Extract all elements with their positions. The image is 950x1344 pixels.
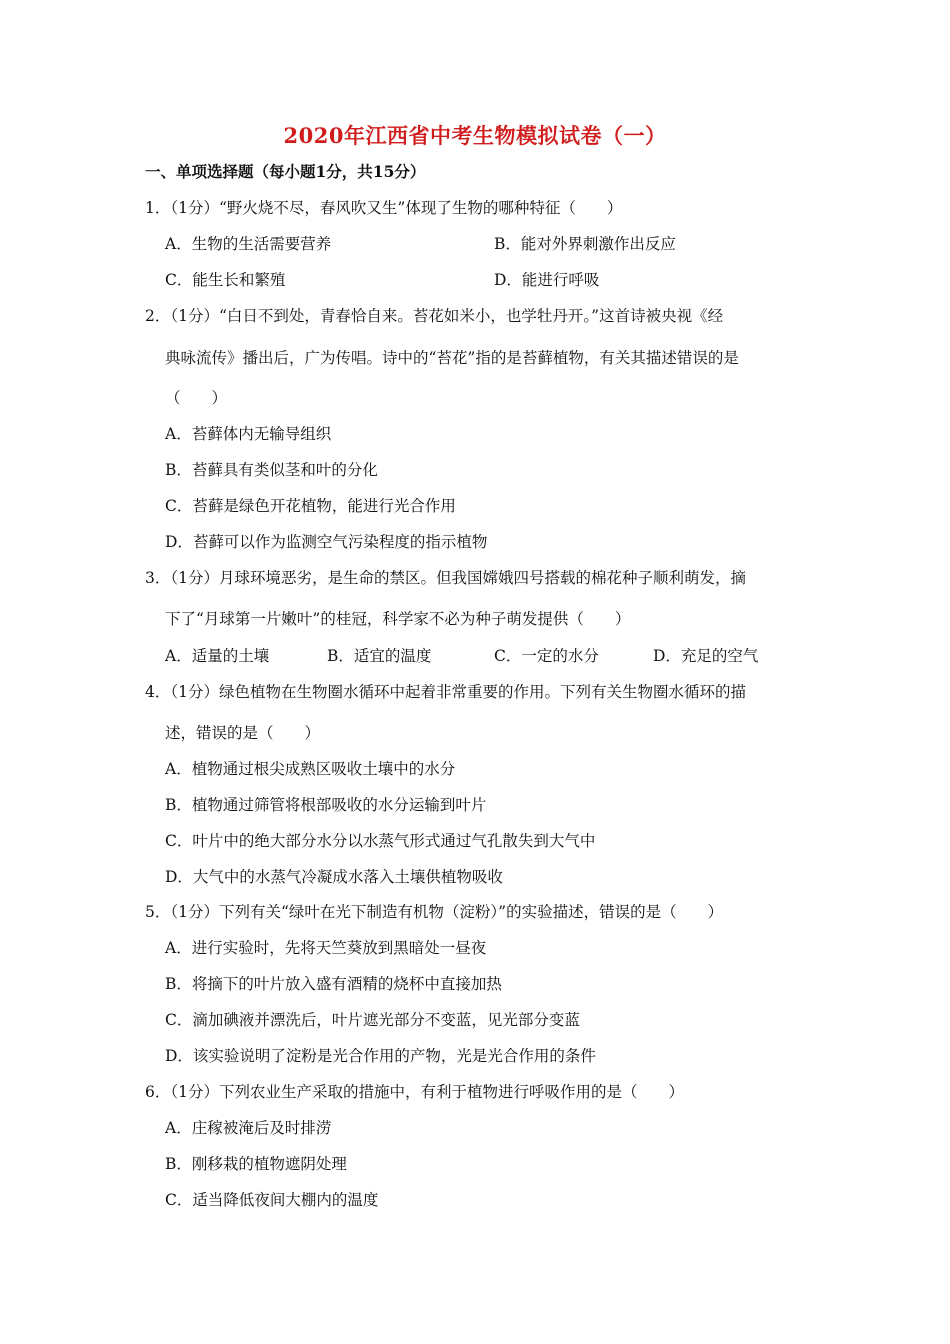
question-2-option-c: C．苔藓是绿色开花植物，能进行光合作用 [165, 497, 456, 515]
question-5-stem: 5．（1分）下列有关“绿叶在光下制造有机物（淀粉）”的实验描述，错误的是（ ） [145, 903, 724, 921]
question-3-stem-line-1: 3．（1分）月球环境恶劣，是生命的禁区。但我国嫦娥四号搭载的棉花种子顺利萌发，摘 [145, 569, 746, 587]
question-5-option-a: A．进行实验时，先将天竺葵放到黑暗处一昼夜 [165, 939, 487, 957]
question-1-stem: 1．（1分）“野火烧不尽，春风吹又生”体现了生物的哪种特征（ ） [145, 199, 623, 217]
question-2-stem-line-2: 典咏流传》播出后，广为传唱。诗中的“苔花”指的是苔藓植物，有关其描述错误的是 [165, 349, 739, 367]
question-2-option-b: B．苔藓具有类似茎和叶的分化 [165, 461, 378, 479]
question-4-option-c: C．叶片中的绝大部分水分以水蒸气形式通过气孔散失到大气中 [165, 832, 596, 850]
question-5-option-c: C．滴加碘液并漂洗后，叶片遮光部分不变蓝，见光部分变蓝 [165, 1011, 580, 1029]
question-6-option-c: C．适当降低夜间大棚内的温度 [165, 1191, 379, 1209]
page-title: 2020年江西省中考生物模拟试卷（一） [283, 123, 667, 148]
question-3-option-c: C．一定的水分 [494, 647, 599, 665]
question-1-option-c: C．能生长和繁殖 [165, 271, 286, 289]
question-3-option-a: A．适量的土壤 [165, 647, 270, 665]
question-6-option-a: A．庄稼被淹后及时排涝 [165, 1119, 332, 1137]
question-4-option-a: A．植物通过根尖成熟区吸收土壤中的水分 [165, 760, 456, 778]
question-2-stem-line-3: （ ） [165, 389, 228, 407]
question-4-stem-line-1: 4．（1分）绿色植物在生物圈水循环中起着非常重要的作用。下列有关生物圈水循环的描 [145, 683, 746, 701]
question-4-stem-line-2: 述，错误的是（ ） [165, 724, 321, 742]
question-2-stem-line-1: 2．（1分）“白日不到处，青春恰自来。苔花如米小，也学牡丹开。”这首诗被央视《经 [145, 307, 724, 325]
question-5-option-b: B．将摘下的叶片放入盛有酒精的烧杯中直接加热 [165, 975, 502, 993]
question-3-option-b: B．适宜的温度 [327, 647, 432, 665]
question-6-option-b: B．刚移栽的植物遮阴处理 [165, 1155, 347, 1173]
question-3-stem-line-2: 下了“月球第一片嫩叶”的桂冠，科学家不必为种子萌发提供（ ） [165, 610, 631, 628]
question-4-option-b: B．植物通过筛管将根部吸收的水分运输到叶片 [165, 796, 487, 814]
question-5-option-d: D．该实验说明了淀粉是光合作用的产物，光是光合作用的条件 [165, 1047, 596, 1065]
question-3-option-d: D．充足的空气 [653, 647, 759, 665]
question-6-stem: 6．（1分）下列农业生产采取的措施中，有利于植物进行呼吸作用的是（ ） [145, 1083, 684, 1101]
question-2-option-a: A．苔藓体内无输导组织 [165, 425, 332, 443]
question-4-option-d: D．大气中的水蒸气冷凝成水落入土壤供植物吸收 [165, 868, 503, 886]
section-heading: 一、单项选择题（每小题1分，共15分） [145, 162, 426, 181]
question-1-option-b: B．能对外界刺激作出反应 [494, 235, 676, 253]
question-2-option-d: D．苔藓可以作为监测空气污染程度的指示植物 [165, 533, 488, 551]
question-1-option-a: A．生物的生活需要营养 [165, 235, 332, 253]
question-1-option-d: D．能进行呼吸 [494, 271, 600, 289]
